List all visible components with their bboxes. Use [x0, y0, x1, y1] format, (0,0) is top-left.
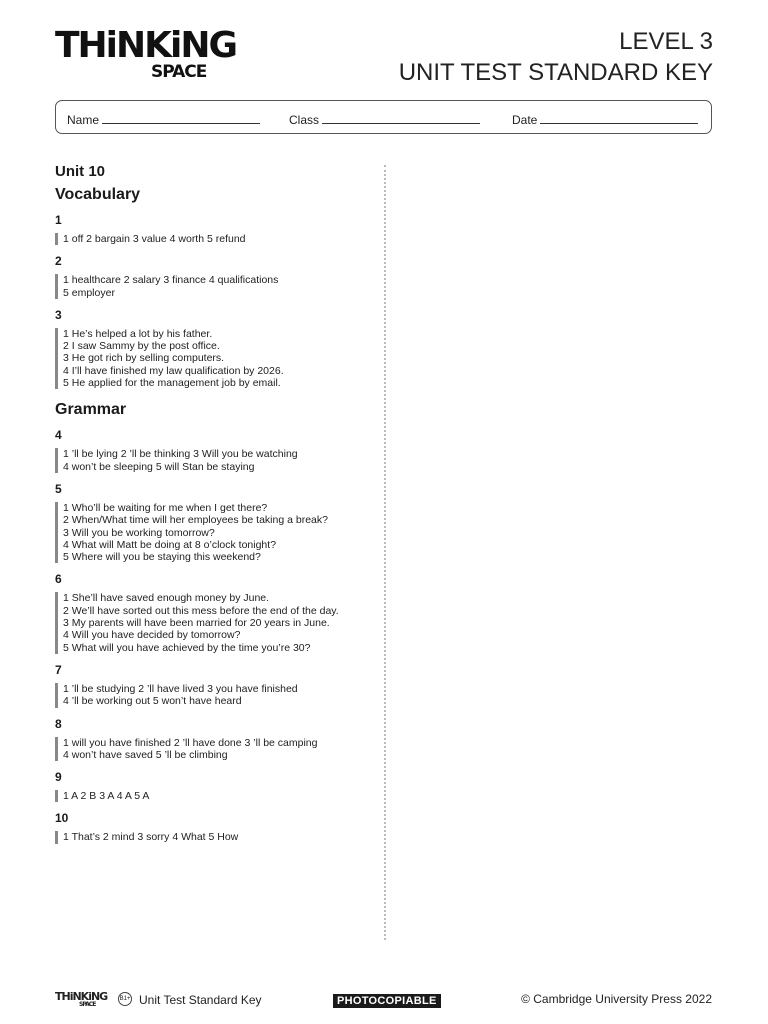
answer-line: 1 will you have finished 2 ’ll have done 3 ’ll be camping	[63, 736, 318, 749]
exercise-number: 10	[55, 811, 69, 826]
footer-logo	[55, 992, 107, 1008]
answer-line: 5 Where will you be staying this weekend?	[63, 551, 261, 564]
student-info-box	[55, 100, 712, 134]
answer-line: 2 We’ll have sorted out this mess before the end of the day.	[63, 604, 339, 617]
answer-block	[55, 737, 375, 762]
answer-line: 1 healthcare 2 salary 3 finance 4 qualifications	[63, 274, 279, 287]
exercise-number: 5	[55, 481, 62, 496]
answer-line: 4 ’ll be working out 5 won’t have heard	[63, 695, 242, 708]
answer-block	[55, 831, 375, 843]
class-line	[322, 111, 480, 124]
answer-line: 4 I’ll have finished my law qualification by 2026.	[63, 364, 284, 377]
answer-line: 1 He’s helped a lot by his father.	[63, 327, 213, 340]
title-label: UNIT TEST STANDARD KEY	[398, 59, 713, 86]
answer-block	[55, 274, 375, 299]
answer-key-column	[55, 162, 375, 852]
page-title	[399, 26, 713, 88]
footer-logo-main: THiNKiNG	[55, 990, 108, 1003]
answer-line: 2 I saw Sammy by the post office.	[63, 340, 220, 353]
answer-line: 1 ’ll be lying 2 ’ll be thinking 3 Will you be watching	[63, 448, 298, 461]
answer-line: 1 ’ll be studying 2 ’ll have lived 3 you have finished	[63, 682, 298, 695]
answer-line: 5 What will you have achieved by the time you’re 30?	[63, 641, 311, 654]
answer-block	[55, 233, 375, 245]
grammar-exercises	[55, 427, 375, 843]
answer-block	[55, 592, 375, 653]
vocabulary-exercises	[55, 212, 375, 389]
level-badge: B1+	[118, 992, 132, 1006]
class-field[interactable]	[289, 111, 480, 127]
answer-block	[55, 502, 375, 563]
exercise-number: 1	[55, 213, 62, 227]
answer-line: 3 He got rich by selling computers.	[63, 352, 225, 365]
name-line	[102, 111, 260, 124]
footer-logo-sub: SPACE	[79, 1001, 96, 1008]
logo-sub-text: SPACE	[151, 62, 207, 82]
answer-block	[55, 328, 375, 389]
class-label: Class	[289, 113, 320, 127]
answer-line: 1 off 2 bargain 3 value 4 worth 5 refund	[63, 233, 246, 245]
answer-line: 1 Who’ll be waiting for me when I get there?	[63, 501, 268, 514]
exercise-number: 6	[55, 572, 62, 587]
answer-block	[55, 448, 375, 473]
grammar-heading: Grammar	[55, 401, 127, 419]
copyright-text: © Cambridge University Press 2022	[521, 992, 712, 1006]
vocabulary-heading: Vocabulary	[55, 186, 141, 203]
answer-line: 3 Will you be working tomorrow?	[63, 526, 215, 539]
photocopiable-badge: PHOTOCOPIABLE	[333, 994, 441, 1008]
logo-main-text: THiNKiNG	[55, 25, 237, 66]
level-label: LEVEL 3	[619, 28, 713, 55]
date-label: Date	[512, 113, 538, 127]
answer-line: 2 When/What time will her employees be taking a break?	[63, 514, 328, 527]
footer-label: Unit Test Standard Key	[139, 993, 262, 1007]
column-divider	[384, 165, 386, 940]
exercise-number: 4	[55, 428, 62, 443]
answer-line: 5 employer	[63, 286, 115, 299]
answer-line: 1 A 2 B 3 A 4 A 5 A	[63, 790, 150, 803]
page-footer	[55, 990, 712, 1010]
exercise-number: 8	[55, 716, 62, 731]
answer-line: 1 She’ll have saved enough money by June.	[63, 592, 270, 605]
date-field[interactable]	[512, 111, 698, 127]
answer-line: 5 He applied for the management job by email.	[63, 377, 281, 390]
answer-line: 4 won’t be sleeping 5 will Stan be staying	[63, 460, 255, 473]
answer-line: 4 Will you have decided by tomorrow?	[63, 629, 241, 642]
answer-line: 4 What will Matt be doing at 8 o’clock tonight?	[63, 538, 277, 551]
exercise-number: 3	[55, 307, 62, 322]
exercise-number: 9	[55, 770, 62, 785]
exercise-number: 7	[55, 662, 62, 677]
answer-line: 4 won’t have saved 5 ’ll be climbing	[63, 748, 228, 761]
name-label: Name	[67, 113, 100, 127]
name-field[interactable]	[67, 111, 260, 127]
answer-line: 1 That’s 2 mind 3 sorry 4 What 5 How	[63, 831, 239, 844]
exercise-number: 2	[55, 254, 62, 269]
thinking-space-logo	[55, 25, 255, 84]
answer-block	[55, 683, 375, 708]
date-line	[540, 111, 698, 124]
answer-line: 3 My parents will have been married for 20 years in June.	[63, 617, 330, 630]
unit-heading: Unit 10	[55, 163, 106, 180]
answer-block	[55, 790, 375, 802]
